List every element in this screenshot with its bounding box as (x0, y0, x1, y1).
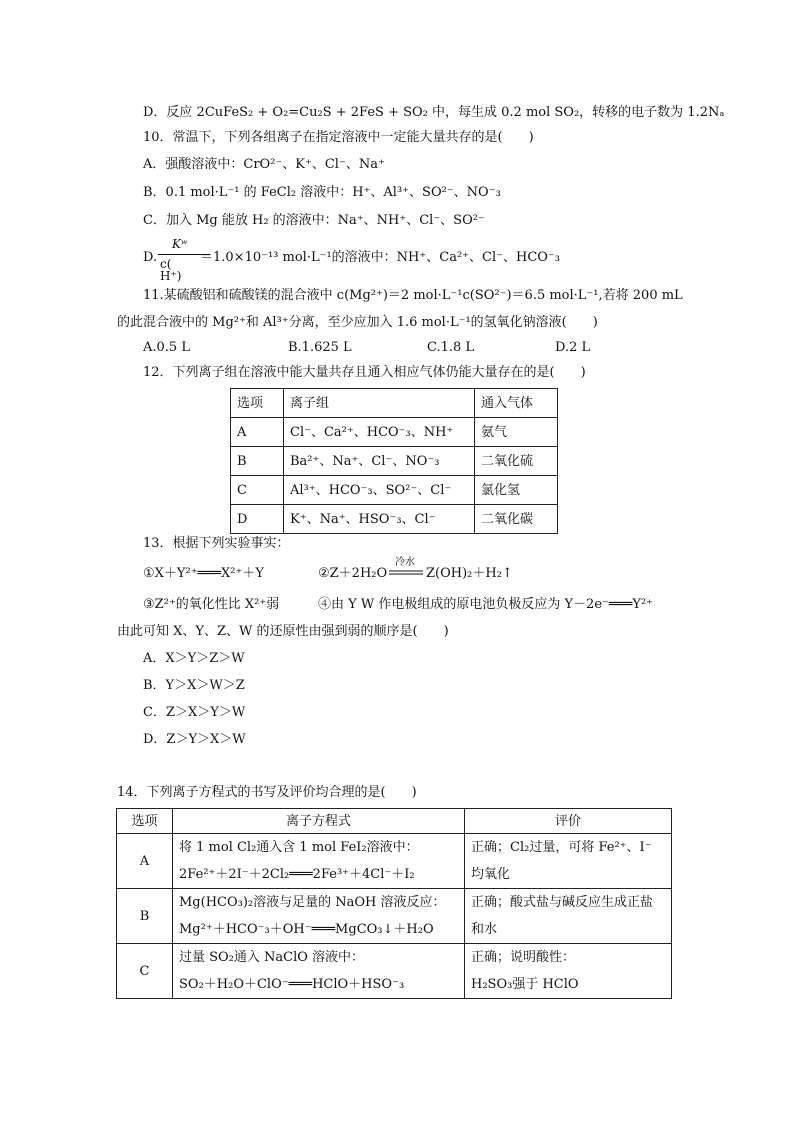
table-row (231, 476, 558, 505)
header-cell: 离子方程式 (173, 809, 465, 834)
table-row (117, 889, 672, 944)
evaluation-text: 均氧化 (471, 867, 511, 882)
q10-option-d-rest: ＝1.0×10⁻¹³ mol·L⁻¹的溶液中：NH⁺、Ca²⁺、Cl⁻、HCO⁻₃ (200, 250, 561, 265)
q13-conclusion: 由此可知 X、Y、Z、W 的还原性由强到弱的顺序是( ) (117, 624, 449, 639)
q13-stem: 13．根据下列实验事实： (143, 536, 290, 551)
q10-option-c: C．加入 Mg 能放 H₂ 的溶液中：Na⁺、NH⁺、Cl⁻、SO²⁻ (143, 213, 485, 228)
evaluation-text: 正确；说明酸性： (471, 950, 576, 965)
option-cell: B (231, 447, 284, 476)
equation-text: Mg(HCO₃)₂溶液与足量的 NaOH 溶液反应： (179, 895, 446, 910)
q13-fact-1: ①X＋Y²⁺═══X²⁺＋Y (143, 566, 264, 581)
q12-stem: 12．下列离子组在溶液中能大量共存且通入相应气体仍能大量存在的是( ) (143, 365, 586, 380)
header-cell: 选项 (117, 809, 173, 834)
q10-option-a: A．强酸溶液中：CrO²⁻、K⁺、Cl⁻、Na⁺ (143, 157, 385, 172)
gas-cell: 氨气 (475, 418, 558, 447)
equation-cell (173, 889, 465, 944)
table-row (231, 418, 558, 447)
gas-cell: 二氧化硫 (475, 447, 558, 476)
ion-cell: Ba²⁺、Na⁺、Cl⁻、NO⁻₃ (284, 447, 475, 476)
q13-fact-4: ④由 Y W 作电极组成的原电池负极反应为 Y－2e⁻═══Y²⁺ (318, 597, 654, 612)
equation-formula: SO₂＋H₂O＋ClO⁻═══HClO＋HSO⁻₃ (179, 977, 405, 992)
equation-text: 将 1 mol Cl₂通入含 1 mol FeI₂溶液中： (179, 840, 419, 855)
q11-option-a: A.0.5 L (143, 340, 190, 355)
header-cell: 通入气体 (475, 389, 558, 418)
evaluation-cell (465, 944, 672, 999)
table-header-row (117, 809, 672, 834)
q10-option-d-prefix: D. (143, 250, 158, 265)
ion-cell: Al³⁺、HCO⁻₃、SO²⁻、Cl⁻ (284, 476, 475, 505)
table-row (117, 834, 672, 889)
equation-cell (173, 834, 465, 889)
q9-option-d: D．反应 2CuFeS₂ + O₂=Cu₂S + 2FeS + SO₂ 中，每生成 0.2 mol SO₂，转移的电子数为 1.2Nₐ (143, 105, 725, 120)
q11-option-c: C.1.8 L (427, 340, 475, 355)
option-cell: B (117, 889, 173, 944)
q13-option-d: D．Z＞Y＞X＞W (143, 732, 246, 747)
reaction-arrow-icon (389, 569, 423, 577)
fraction-denominator: c( H⁺) (160, 257, 182, 283)
equation-text: 过量 SO₂通入 NaClO 溶液中： (179, 950, 365, 965)
table-row (117, 944, 672, 999)
option-cell: C (231, 476, 284, 505)
q13-fact-2-left: ②Z＋2H₂O (318, 566, 388, 581)
header-cell: 评价 (465, 809, 672, 834)
evaluation-cell (465, 889, 672, 944)
q13-option-c: C．Z＞X＞Y＞W (143, 705, 246, 720)
reaction-condition: 冷水 (395, 557, 415, 568)
option-cell: D (231, 505, 284, 534)
ion-cell: Cl⁻、Ca²⁺、HCO⁻₃、NH⁺ (284, 418, 475, 447)
gas-cell: 氯化氢 (475, 476, 558, 505)
table-header-row (231, 389, 558, 418)
q10-stem: 10．常温下，下列各组离子在指定溶液中一定能大量共存的是( ) (143, 130, 534, 145)
fraction-numerator: Kʷ (172, 237, 188, 251)
option-cell: A (117, 834, 173, 889)
table-row (231, 505, 558, 534)
q11-option-b: B.1.625 L (288, 340, 352, 355)
header-cell: 离子组 (284, 389, 475, 418)
option-cell: A (231, 418, 284, 447)
q13-fact-2-right: Z(OH)₂＋H₂↑ (426, 566, 513, 581)
q10-option-b: B．0.1 mol·L⁻¹ 的 FeCl₂ 溶液中：H⁺、Al³⁺、SO²⁻、NO⁻₃ (143, 185, 501, 200)
evaluation-text: H₂SO₃强于 HClO (471, 977, 579, 992)
evaluation-text: 正确；Cl₂过量，可将 Fe²⁺、I⁻ (471, 840, 652, 855)
equation-formula: Mg²⁺＋HCO⁻₃＋OH⁻═══MgCO₃↓＋H₂O (179, 922, 434, 937)
ion-cell: K⁺、Na⁺、HSO⁻₃、Cl⁻ (284, 505, 475, 534)
q13-fact-3: ③Z²⁺的氧化性比 X²⁺弱 (143, 597, 280, 612)
q11-option-d: D.2 L (555, 340, 591, 355)
q13-option-a: A．X＞Y＞Z＞W (143, 651, 245, 666)
table-row (231, 447, 558, 476)
evaluation-cell (465, 834, 672, 889)
evaluation-text: 和水 (471, 922, 498, 937)
q11-stem-line2: 的此混合液中的 Mg²⁺和 Al³⁺分离，至少应加入 1.6 mol·L⁻¹的氢氧化钠溶液( ) (117, 315, 598, 330)
evaluation-text: 正确；酸式盐与碱反应生成正盐 (471, 895, 654, 910)
header-cell: 选项 (231, 389, 284, 418)
equation-formula: 2Fe²⁺＋2I⁻＋2Cl₂═══2Fe³⁺＋4Cl⁻＋I₂ (179, 867, 415, 882)
option-cell: C (117, 944, 173, 999)
q11-stem-line1: 11.某硫酸铝和硫酸镁的混合液中 c(Mg²⁺)＝2 mol·L⁻¹c(SO²⁻)＝6.5 mol·L⁻¹,若将 200 mL (143, 288, 683, 303)
q13-option-b: B．Y＞X＞W＞Z (143, 678, 245, 693)
q12-table (230, 388, 558, 534)
equation-cell (173, 944, 465, 999)
gas-cell: 二氧化碳 (475, 505, 558, 534)
q14-stem: 14．下列离子方程式的书写及评价均合理的是( ) (117, 785, 417, 800)
q14-table (116, 808, 672, 999)
